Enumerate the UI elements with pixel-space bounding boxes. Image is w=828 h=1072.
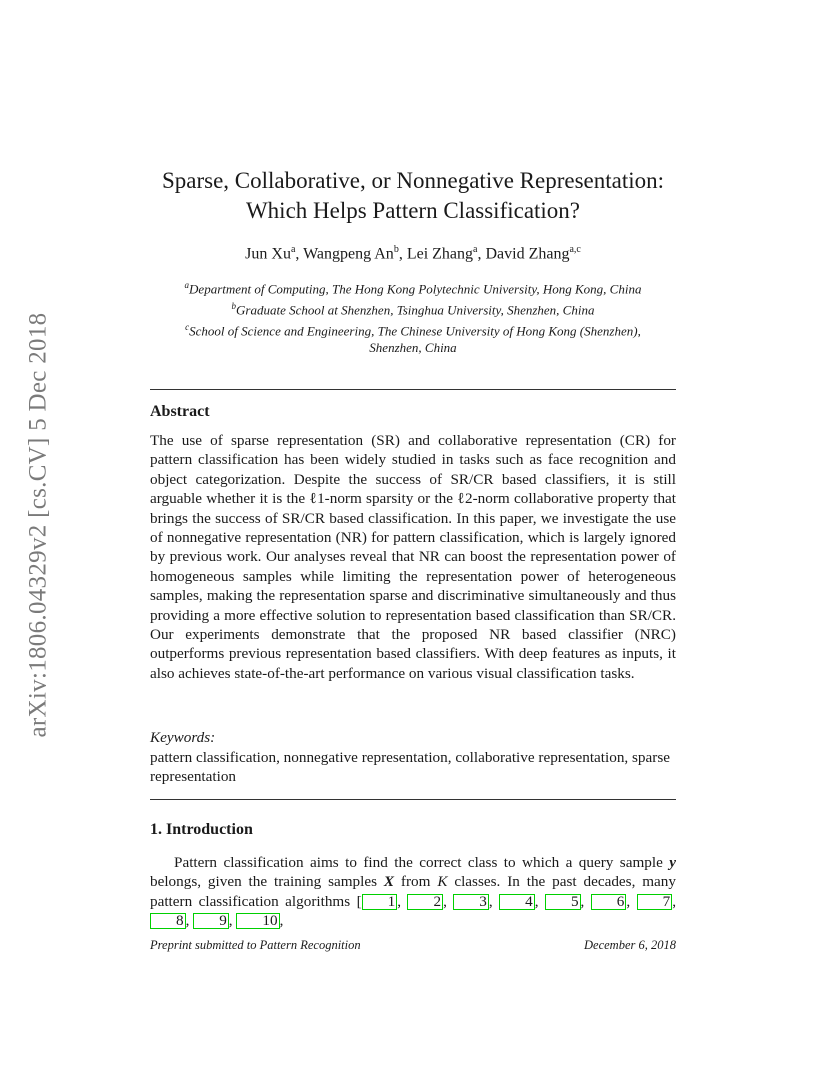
author-name: Lei Zhang — [406, 245, 474, 263]
keywords-text: pattern classification, nonnegative representation, collaborative representation, sparse representation — [150, 749, 670, 786]
citation-link[interactable]: 10 — [236, 913, 279, 929]
intro-text: classes. In the past decades, many pattern classification algorithms [ — [150, 873, 676, 910]
affiliation-line — [140, 277, 686, 298]
affiliation-line — [140, 340, 686, 357]
intro-text: Pattern classification aims to find the correct class to which a query sample — [174, 854, 670, 871]
footer-date: December 6, 2018 — [584, 938, 676, 952]
arxiv-stamp — [20, 290, 56, 760]
keywords-label: Keywords: — [150, 729, 216, 746]
math-var-X: X — [383, 873, 395, 891]
author-name: Wangpeng An — [303, 245, 394, 263]
title-line-1: Sparse, Collaborative, or Nonnegative Representation: — [161, 168, 665, 193]
author-affil-mark: b — [393, 244, 399, 255]
citation-link[interactable]: 8 — [150, 913, 186, 929]
affiliation-mark: a — [184, 280, 190, 290]
footer-preprint-note: Preprint submitted to Pattern Recognition — [150, 938, 361, 952]
affiliation-text: Graduate School at Shenzhen, Tsinghua University, Shenzhen, China — [236, 302, 595, 318]
citation-link[interactable]: 9 — [193, 913, 229, 929]
citation-link[interactable]: 4 — [499, 894, 535, 910]
bottom-rule — [150, 799, 676, 800]
affiliation-mark: c — [185, 322, 190, 333]
affiliation-text: Shenzhen, China — [369, 340, 457, 356]
citation-link[interactable]: 5 — [545, 894, 581, 910]
citation-link[interactable]: 3 — [453, 894, 489, 910]
affiliation-line — [140, 298, 686, 319]
citation-link[interactable]: 1 — [362, 894, 398, 910]
citation-link[interactable]: 6 — [591, 894, 627, 910]
abstract-body: The use of sparse representation (SR) and collaborative representation (CR) for pattern classification has been widely studied in tasks such as face recognition and object categorization. Despite the success of SR/CR based classifiers, it is still arguable whether it is the ℓ1-norm sparsity or the ℓ2-norm collaborative property that brings the success of SR/CR based classification. In this paper, we investigate the use of nonnegative representation (NR) for pattern classification, which is largely ignored by previous work. Our analyses reveal that NR can boost the representation power of homogeneous samples while limiting the representation power of heterogeneous samples, making the representation sparse and discriminative simultaneously and thus providing a more effective solution to representation based classification than SR/CR. Our experiments demonstrate that the proposed NR based classifier (NRC) outperforms previous representation based classifiers. With deep features as inputs, it also achieves state-of-the-art performance on various visual classification tasks. — [150, 432, 676, 682]
math-var-y: y — [669, 854, 676, 871]
top-rule — [150, 389, 676, 390]
title-line-2: Which Helps Pattern Classification? — [245, 198, 581, 223]
author-name: Jun Xu — [245, 245, 291, 263]
author-list — [150, 244, 676, 263]
introduction-heading: 1. Introduction — [150, 821, 253, 838]
abstract-heading: Abstract — [150, 403, 210, 420]
author-affil-mark: a,c — [569, 244, 581, 255]
author-affil-mark: a — [473, 244, 478, 255]
citation-link[interactable]: 7 — [637, 894, 673, 910]
author-name: David Zhang — [485, 245, 570, 263]
author-separator: , — [295, 245, 304, 263]
author-separator: , — [398, 245, 407, 263]
intro-text: belongs, given the training samples — [150, 873, 384, 891]
affiliation-line — [140, 319, 686, 340]
affiliation-list — [140, 277, 686, 357]
affiliation-text: Department of Computing, The Hong Kong Polytechnic University, Hong Kong, China — [189, 281, 642, 297]
math-var-K: K — [437, 873, 448, 891]
author-separator: , — [477, 245, 486, 263]
arxiv-stamp-text: arXiv:1806.04329v2 [cs.CV] 5 Dec 2018 — [24, 312, 52, 738]
citation-link[interactable]: 2 — [407, 894, 443, 910]
introduction-body: Pattern classification aims to find the correct class to which a query sample y belongs, given the training samples X from K classes. In the past decades, many pattern classification algorithms [ 1 , 2 , 3 , 4 , 5 , 6 , 7 , 8 , 9 , 10 , — [150, 854, 676, 930]
author-affil-mark: a — [290, 244, 296, 255]
intro-text: from — [394, 873, 438, 891]
paper-title — [100, 166, 726, 226]
affiliation-text: School of Science and Engineering, The Chinese University of Hong Kong (Shenzhen), — [189, 323, 641, 339]
affiliation-mark: b — [231, 301, 237, 312]
